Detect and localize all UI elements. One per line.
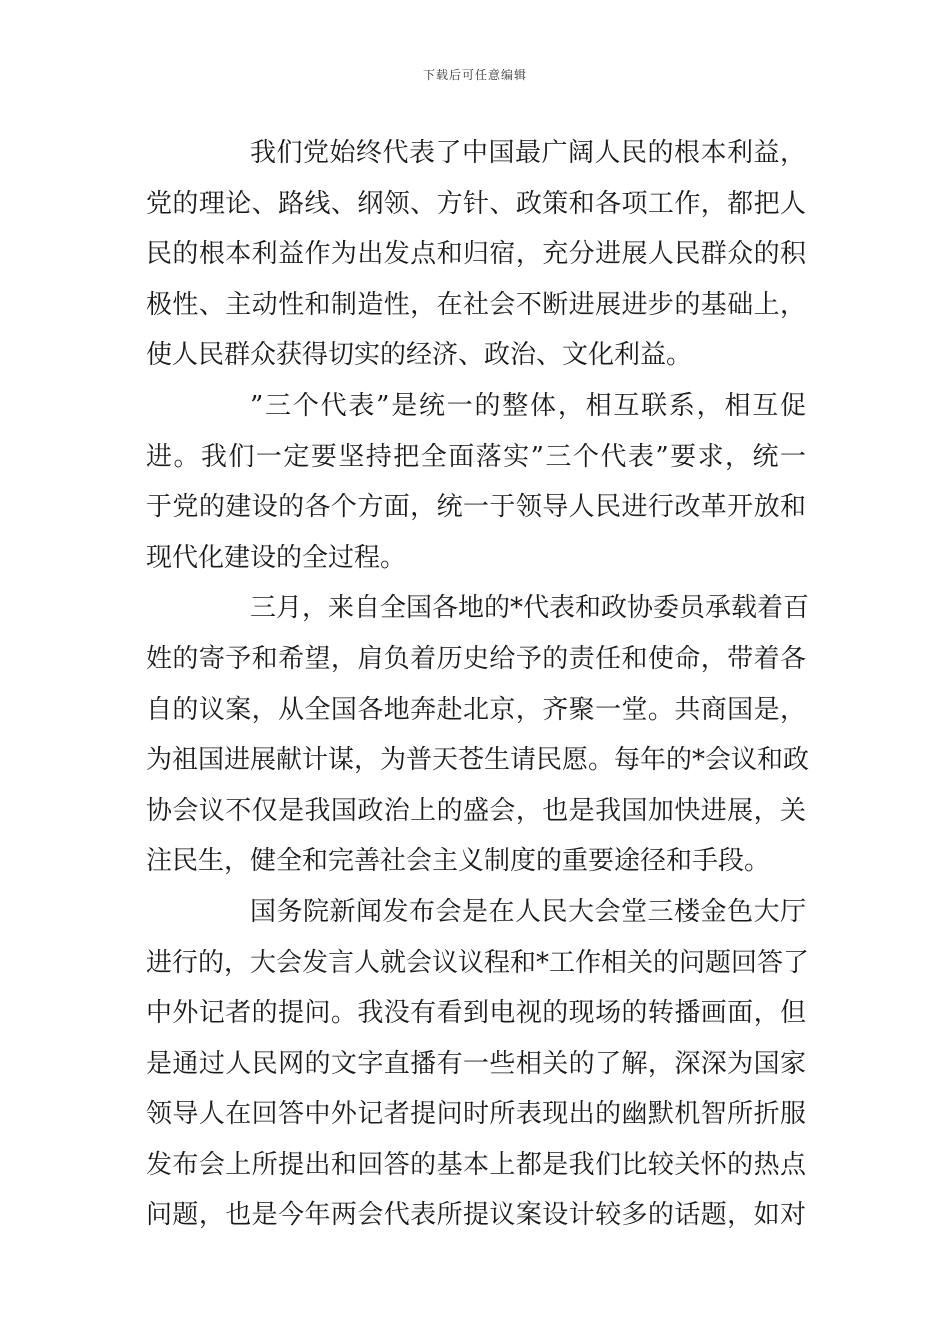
text-line: 为祖国进展献计谋，为普天苍生请民愿。每年的*会议和政: [146, 745, 810, 776]
text-line: 发布会上所提出和回答的基本上都是我们比较关怀的热点: [146, 1149, 806, 1180]
text-line: 进。我们一定要坚持把全面落实”三个代表”要求，统一: [146, 441, 806, 472]
text-line: 极性、主动性和制造性，在社会不断进展进步的基础上，: [146, 289, 806, 320]
text-line: 党的理论、路线、纲领、方针、政策和各项工作，都把人: [146, 188, 806, 219]
text-line: 领导人在回答中外记者提问时所表现出的幽默机智所折服: [146, 1099, 806, 1130]
text-line: 进行的，大会发言人就会议议程和*工作相关的问题回答了: [146, 947, 810, 978]
text-line: 民的根本利益作为出发点和归宿，充分进展人民群众的积: [146, 239, 806, 270]
text-line: 是通过人民网的文字直播有一些相关的了解，深深为国家: [146, 1048, 806, 1079]
text-line: 我们党始终代表了中国最广阔人民的根本利益，: [250, 138, 806, 168]
text-line: 问题，也是今年两会代表所提议案设计较多的话题，如对: [146, 1200, 806, 1231]
text-line: 现代化建设的全过程。: [146, 542, 407, 573]
text-line: 国务院新闻发布会是在人民大会堂三楼金色大厅: [250, 896, 806, 927]
text-line: 自的议案，从全国各地奔赴北京，齐聚一堂。共商国是，: [146, 694, 806, 725]
text-line: ”三个代表”是统一的整体，相互联系，相互促: [250, 390, 806, 421]
text-line: 注民生，健全和完善社会主义制度的重要途径和手段。: [146, 846, 771, 877]
text-line: 协会议不仅是我国政治上的盛会，也是我国加快进展，关: [146, 795, 806, 826]
text-line: 于党的建设的各个方面，统一于领导人民进行改革开放和: [146, 492, 806, 523]
text-line: 使人民群众获得切实的经济、政治、文化利益。: [146, 340, 693, 371]
document-body: [146, 128, 810, 1241]
page-header: 下载后可任意编辑: [422, 68, 527, 82]
text-line: 三月，来自全国各地的*代表和政协委员承载着百: [250, 593, 810, 624]
text-line: 姓的寄予和希望，肩负着历史给予的责任和使命，带着各: [146, 643, 806, 674]
text-line: 中外记者的提问。我没有看到电视的现场的转播画面，但: [146, 998, 806, 1029]
